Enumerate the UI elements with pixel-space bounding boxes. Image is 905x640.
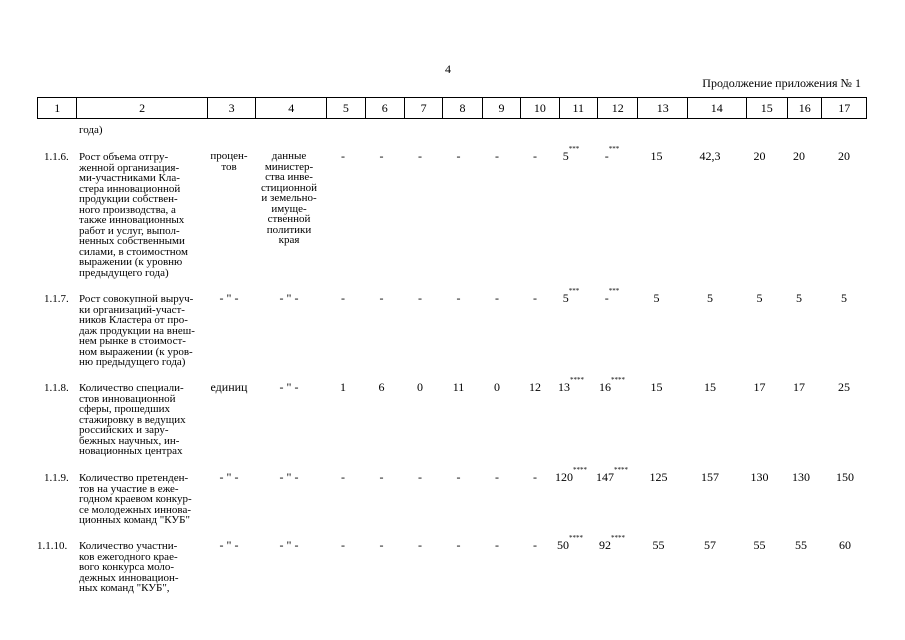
value-col6: - bbox=[379, 538, 384, 552]
value-col7: - bbox=[418, 291, 422, 305]
value-col11: 5*** bbox=[562, 145, 580, 163]
value-col17: 5 bbox=[841, 291, 847, 305]
header-cell: 11 bbox=[559, 98, 597, 119]
row-number: 1.1.6. bbox=[44, 151, 69, 163]
value-col9: - bbox=[495, 538, 499, 552]
value-col13: 15 bbox=[650, 149, 663, 163]
value-col12: -*** bbox=[604, 287, 620, 305]
value-col16: 55 bbox=[795, 538, 807, 552]
source-cell: - " - bbox=[279, 291, 299, 305]
value-col16: 5 bbox=[796, 291, 802, 305]
footnote-mark: *** bbox=[568, 145, 580, 153]
unit-cell: - " - bbox=[219, 538, 239, 552]
footnote-mark: **** bbox=[573, 466, 587, 474]
value-col11: 120**** bbox=[555, 466, 587, 484]
row-number: 1.1.10. bbox=[37, 540, 68, 552]
value-col12: 16**** bbox=[599, 376, 625, 394]
indicator-name: Количество участни- ков ежегодного крае- вого конкурса моло- дежных инновацион- ных команд "КУБ", bbox=[79, 540, 179, 594]
value-col13: 15 bbox=[650, 380, 663, 394]
value-col11: 50**** bbox=[557, 534, 583, 552]
value-col13: 125 bbox=[649, 470, 668, 484]
value-col5: - bbox=[341, 149, 345, 163]
value-col8: - bbox=[456, 538, 461, 552]
value-col8: 11 bbox=[452, 380, 465, 394]
header-cell: 2 bbox=[77, 98, 207, 119]
continuation-title: Продолжение приложения № 1 bbox=[702, 76, 861, 90]
source-cell: данные министер- ства инве- стиционной и земельно- имуще- ственной политики края bbox=[260, 150, 317, 246]
value-col16: 130 bbox=[792, 470, 810, 484]
footnote-mark: **** bbox=[569, 534, 583, 542]
value-col11: 13**** bbox=[558, 376, 584, 394]
value-col10: - bbox=[533, 538, 537, 552]
value-col7: - bbox=[418, 149, 422, 163]
value-col16: 20 bbox=[793, 149, 805, 163]
value-col14: 57 bbox=[704, 538, 716, 552]
value-col5: 1 bbox=[340, 380, 346, 394]
value-col12: -*** bbox=[604, 145, 620, 163]
page-number: 4 bbox=[445, 62, 451, 76]
value-col14: 15 bbox=[704, 380, 716, 394]
value-col5: - bbox=[341, 470, 345, 484]
footnote-mark: *** bbox=[568, 287, 580, 295]
value-col13: 55 bbox=[652, 538, 665, 552]
footnote-mark: *** bbox=[608, 145, 620, 153]
indicator-name: Рост объема отгру- женной организация- ми-участниками Кла- стера инновационной продукции собствен- ного производства, а также инновационных работ и услуг, выпол- ненных собственными силами, в стоимостном выражении (к уровню предыдущего года) bbox=[79, 151, 188, 279]
footnote-mark: **** bbox=[570, 376, 584, 384]
indicator-name: Количество специали- стов инновационной сферы, прошедших стажировку в ведущих российских и зару- бежных научных, ин- новационных центрах bbox=[79, 382, 186, 457]
value-col15: 55 bbox=[753, 538, 766, 552]
indicator-name: Рост совокупной выруч- ки организаций-участ- ников Кластера от про- даж продукции на внеш- нем рынке в стоимост- ном выражении (к уров- ню предыдущего года) bbox=[79, 293, 195, 368]
value-col9: - bbox=[495, 291, 499, 305]
value-col7: - bbox=[418, 538, 422, 552]
value-col12: 92**** bbox=[599, 534, 625, 552]
footnote-mark: **** bbox=[614, 466, 628, 474]
header-cell: 1 bbox=[38, 98, 77, 119]
header-cell: 10 bbox=[521, 98, 559, 119]
header-cell: 6 bbox=[365, 98, 404, 119]
value-col17: 150 bbox=[836, 470, 854, 484]
source-cell: - " - bbox=[279, 470, 299, 484]
value-col17: 20 bbox=[838, 149, 850, 163]
row-number: 1.1.9. bbox=[44, 472, 69, 484]
value-col15: 17 bbox=[753, 380, 766, 394]
value-col6: - bbox=[379, 470, 384, 484]
indicator-name: Количество претенден- тов на участие в еже- годном краевом конкур- се молодежных иннова- ционных команд "КУБ" bbox=[79, 472, 192, 526]
header-cell: 12 bbox=[597, 98, 637, 119]
row-number: 1.1.8. bbox=[44, 382, 69, 394]
value-col11: 5*** bbox=[562, 287, 580, 305]
source-cell: - " - bbox=[279, 380, 299, 394]
column-header-row bbox=[37, 97, 867, 119]
unit-cell: - " - bbox=[219, 470, 239, 484]
value-col13: 5 bbox=[653, 291, 660, 305]
value-col10: 12 bbox=[529, 380, 541, 394]
unit-cell: - " - bbox=[219, 291, 239, 305]
unit-cell: единиц bbox=[210, 380, 248, 394]
value-col12: 147**** bbox=[596, 466, 628, 484]
header-cell: 13 bbox=[638, 98, 688, 119]
header-cell: 4 bbox=[256, 98, 327, 119]
header-cell: 9 bbox=[482, 98, 520, 119]
value-col10: - bbox=[533, 470, 537, 484]
header-cell: 16 bbox=[788, 98, 822, 119]
value-col7: - bbox=[418, 470, 422, 484]
value-col14: 5 bbox=[707, 291, 713, 305]
value-col10: - bbox=[533, 291, 537, 305]
value-col14: 157 bbox=[701, 470, 719, 484]
source-cell: - " - bbox=[279, 538, 299, 552]
row-number: 1.1.7. bbox=[44, 293, 69, 305]
value-col17: 60 bbox=[839, 538, 851, 552]
value-col10: - bbox=[533, 149, 537, 163]
footnote-mark: **** bbox=[611, 534, 625, 542]
footnote-mark: *** bbox=[608, 287, 620, 295]
footnote-mark: **** bbox=[611, 376, 625, 384]
value-col15: 5 bbox=[756, 291, 763, 305]
value-col7: 0 bbox=[417, 380, 423, 394]
value-col9: - bbox=[495, 470, 499, 484]
unit-cell: процен- тов bbox=[210, 150, 248, 173]
value-col5: - bbox=[341, 538, 345, 552]
header-cell: 15 bbox=[746, 98, 787, 119]
header-cell: 5 bbox=[327, 98, 365, 119]
value-col9: - bbox=[495, 149, 499, 163]
header-cell: 17 bbox=[822, 98, 867, 119]
header-cell: 14 bbox=[687, 98, 746, 119]
value-col16: 17 bbox=[793, 380, 805, 394]
value-col17: 25 bbox=[838, 380, 850, 394]
value-col5: - bbox=[341, 291, 345, 305]
header-cell: 8 bbox=[443, 98, 482, 119]
value-col8: - bbox=[456, 149, 461, 163]
value-col15: 130 bbox=[750, 470, 769, 484]
value-col6: - bbox=[379, 149, 384, 163]
value-col6: - bbox=[379, 291, 384, 305]
header-cell: 7 bbox=[404, 98, 442, 119]
value-col6: 6 bbox=[378, 380, 385, 394]
value-col8: - bbox=[456, 470, 461, 484]
header-cell: 3 bbox=[207, 98, 256, 119]
carryover-text: года) bbox=[79, 124, 103, 136]
value-col9: 0 bbox=[494, 380, 500, 394]
value-col14: 42,3 bbox=[699, 149, 721, 163]
value-col8: - bbox=[456, 291, 461, 305]
value-col15: 20 bbox=[753, 149, 766, 163]
